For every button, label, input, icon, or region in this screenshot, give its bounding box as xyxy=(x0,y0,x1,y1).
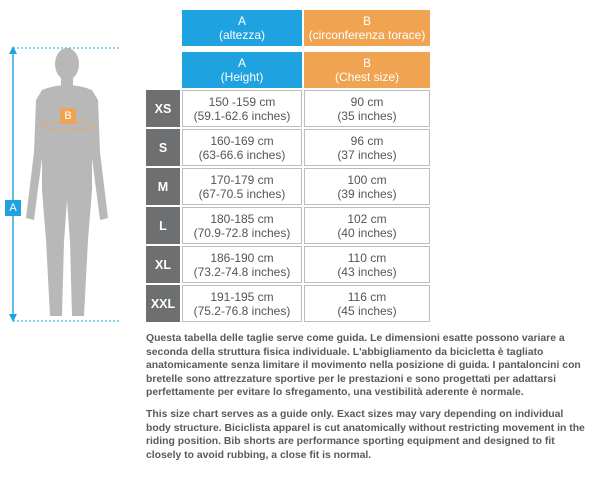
height-cm: 186-190 cm xyxy=(210,250,274,265)
chest-in: (35 inches) xyxy=(337,108,397,123)
label-a-text: A xyxy=(9,202,17,214)
chest-cm: 116 cm xyxy=(347,289,387,304)
table-row xyxy=(146,90,430,127)
height-cm: 170-179 cm xyxy=(210,172,274,187)
chest-in: (45 inches) xyxy=(337,303,397,318)
size-notes xyxy=(146,332,586,470)
size-label: XXL xyxy=(146,285,180,322)
chest-in: (37 inches) xyxy=(337,147,397,162)
height-cm: 150 -159 cm xyxy=(208,94,276,109)
label-a-badge xyxy=(5,200,21,216)
header-label: (Chest size) xyxy=(334,70,399,84)
chest-in: (39 inches) xyxy=(337,186,397,201)
height-in: (63-66.6 inches) xyxy=(198,147,286,162)
size-table xyxy=(144,8,432,324)
chest-cell xyxy=(304,207,430,244)
table-row xyxy=(146,246,430,283)
header-label: (Height) xyxy=(220,70,264,84)
height-cm: 191-195 cm xyxy=(210,289,274,304)
header-height-en xyxy=(182,52,302,88)
chest-cm: 100 cm xyxy=(347,172,387,187)
height-cell xyxy=(182,90,302,127)
height-cm: 160-169 cm xyxy=(210,133,274,148)
size-label: M xyxy=(146,168,180,205)
height-in: (67-70.5 inches) xyxy=(198,186,286,201)
chest-cell xyxy=(304,90,430,127)
size-label: XS xyxy=(146,90,180,127)
chest-cm: 96 cm xyxy=(350,133,384,148)
height-in: (70.9-72.8 inches) xyxy=(193,225,291,240)
height-cell xyxy=(182,168,302,205)
chest-cm: 90 cm xyxy=(350,94,384,109)
chest-cm: 110 cm xyxy=(347,250,387,265)
height-cell xyxy=(182,246,302,283)
chest-cell xyxy=(304,285,430,322)
chest-in: (40 inches) xyxy=(337,225,397,240)
height-cell xyxy=(182,129,302,166)
note-italian: Questa tabella delle taglie serve come guida. Le dimensioni esatte possono variare a seconda della struttura fisica individuale. L'abbigliamento da bicicletta è tagliato anatomicamente senza limitare il movimento nella posizione di guida. I pantaloncini con bretelle sono attrezzature sportive per le prestazioni e sono progettati per adattarsi perfettamente per evitare lo sfregamento, una vestibilità aderente è normale. xyxy=(146,333,581,399)
header-letter: B xyxy=(362,14,371,28)
table-row xyxy=(146,129,430,166)
height-in: (59.1-62.6 inches) xyxy=(193,108,291,123)
table-row xyxy=(146,285,430,322)
header-row-italian xyxy=(146,10,430,46)
height-in: (73.2-74.8 inches) xyxy=(193,264,291,279)
header-label: (circonferenza torace) xyxy=(308,28,426,42)
header-chest-en xyxy=(304,52,430,88)
body-figure xyxy=(0,40,140,330)
height-cell xyxy=(182,207,302,244)
body-silhouette-icon xyxy=(0,40,140,330)
size-label: S xyxy=(146,129,180,166)
chest-cell xyxy=(304,168,430,205)
table-row xyxy=(146,207,430,244)
height-cell xyxy=(182,285,302,322)
note-english: This size chart serves as a guide only. Exact sizes may vary depending on individual body structure. Biciclista apparel is cut anatomically without restricting movement in the riding position. Bib shorts are performance sporting equipment and designed to fit closely to avoid rubbing, a close fit is normal. xyxy=(146,408,585,461)
header-letter: A xyxy=(237,14,246,28)
size-label: L xyxy=(146,207,180,244)
label-b-badge xyxy=(60,108,76,124)
chest-cell xyxy=(304,246,430,283)
header-label: (altezza) xyxy=(218,28,265,42)
header-letter: B xyxy=(362,56,371,70)
header-height-it xyxy=(182,10,302,46)
height-in: (75.2-76.8 inches) xyxy=(193,303,291,318)
size-label: XL xyxy=(146,246,180,283)
header-row-english xyxy=(146,52,430,88)
header-chest-it xyxy=(304,10,430,46)
header-letter: A xyxy=(237,56,246,70)
chest-cell xyxy=(304,129,430,166)
height-cm: 180-185 cm xyxy=(210,211,274,226)
label-b-text: B xyxy=(64,110,72,122)
chest-cm: 102 cm xyxy=(347,211,387,226)
chest-in: (43 inches) xyxy=(337,264,397,279)
table-row xyxy=(146,168,430,205)
